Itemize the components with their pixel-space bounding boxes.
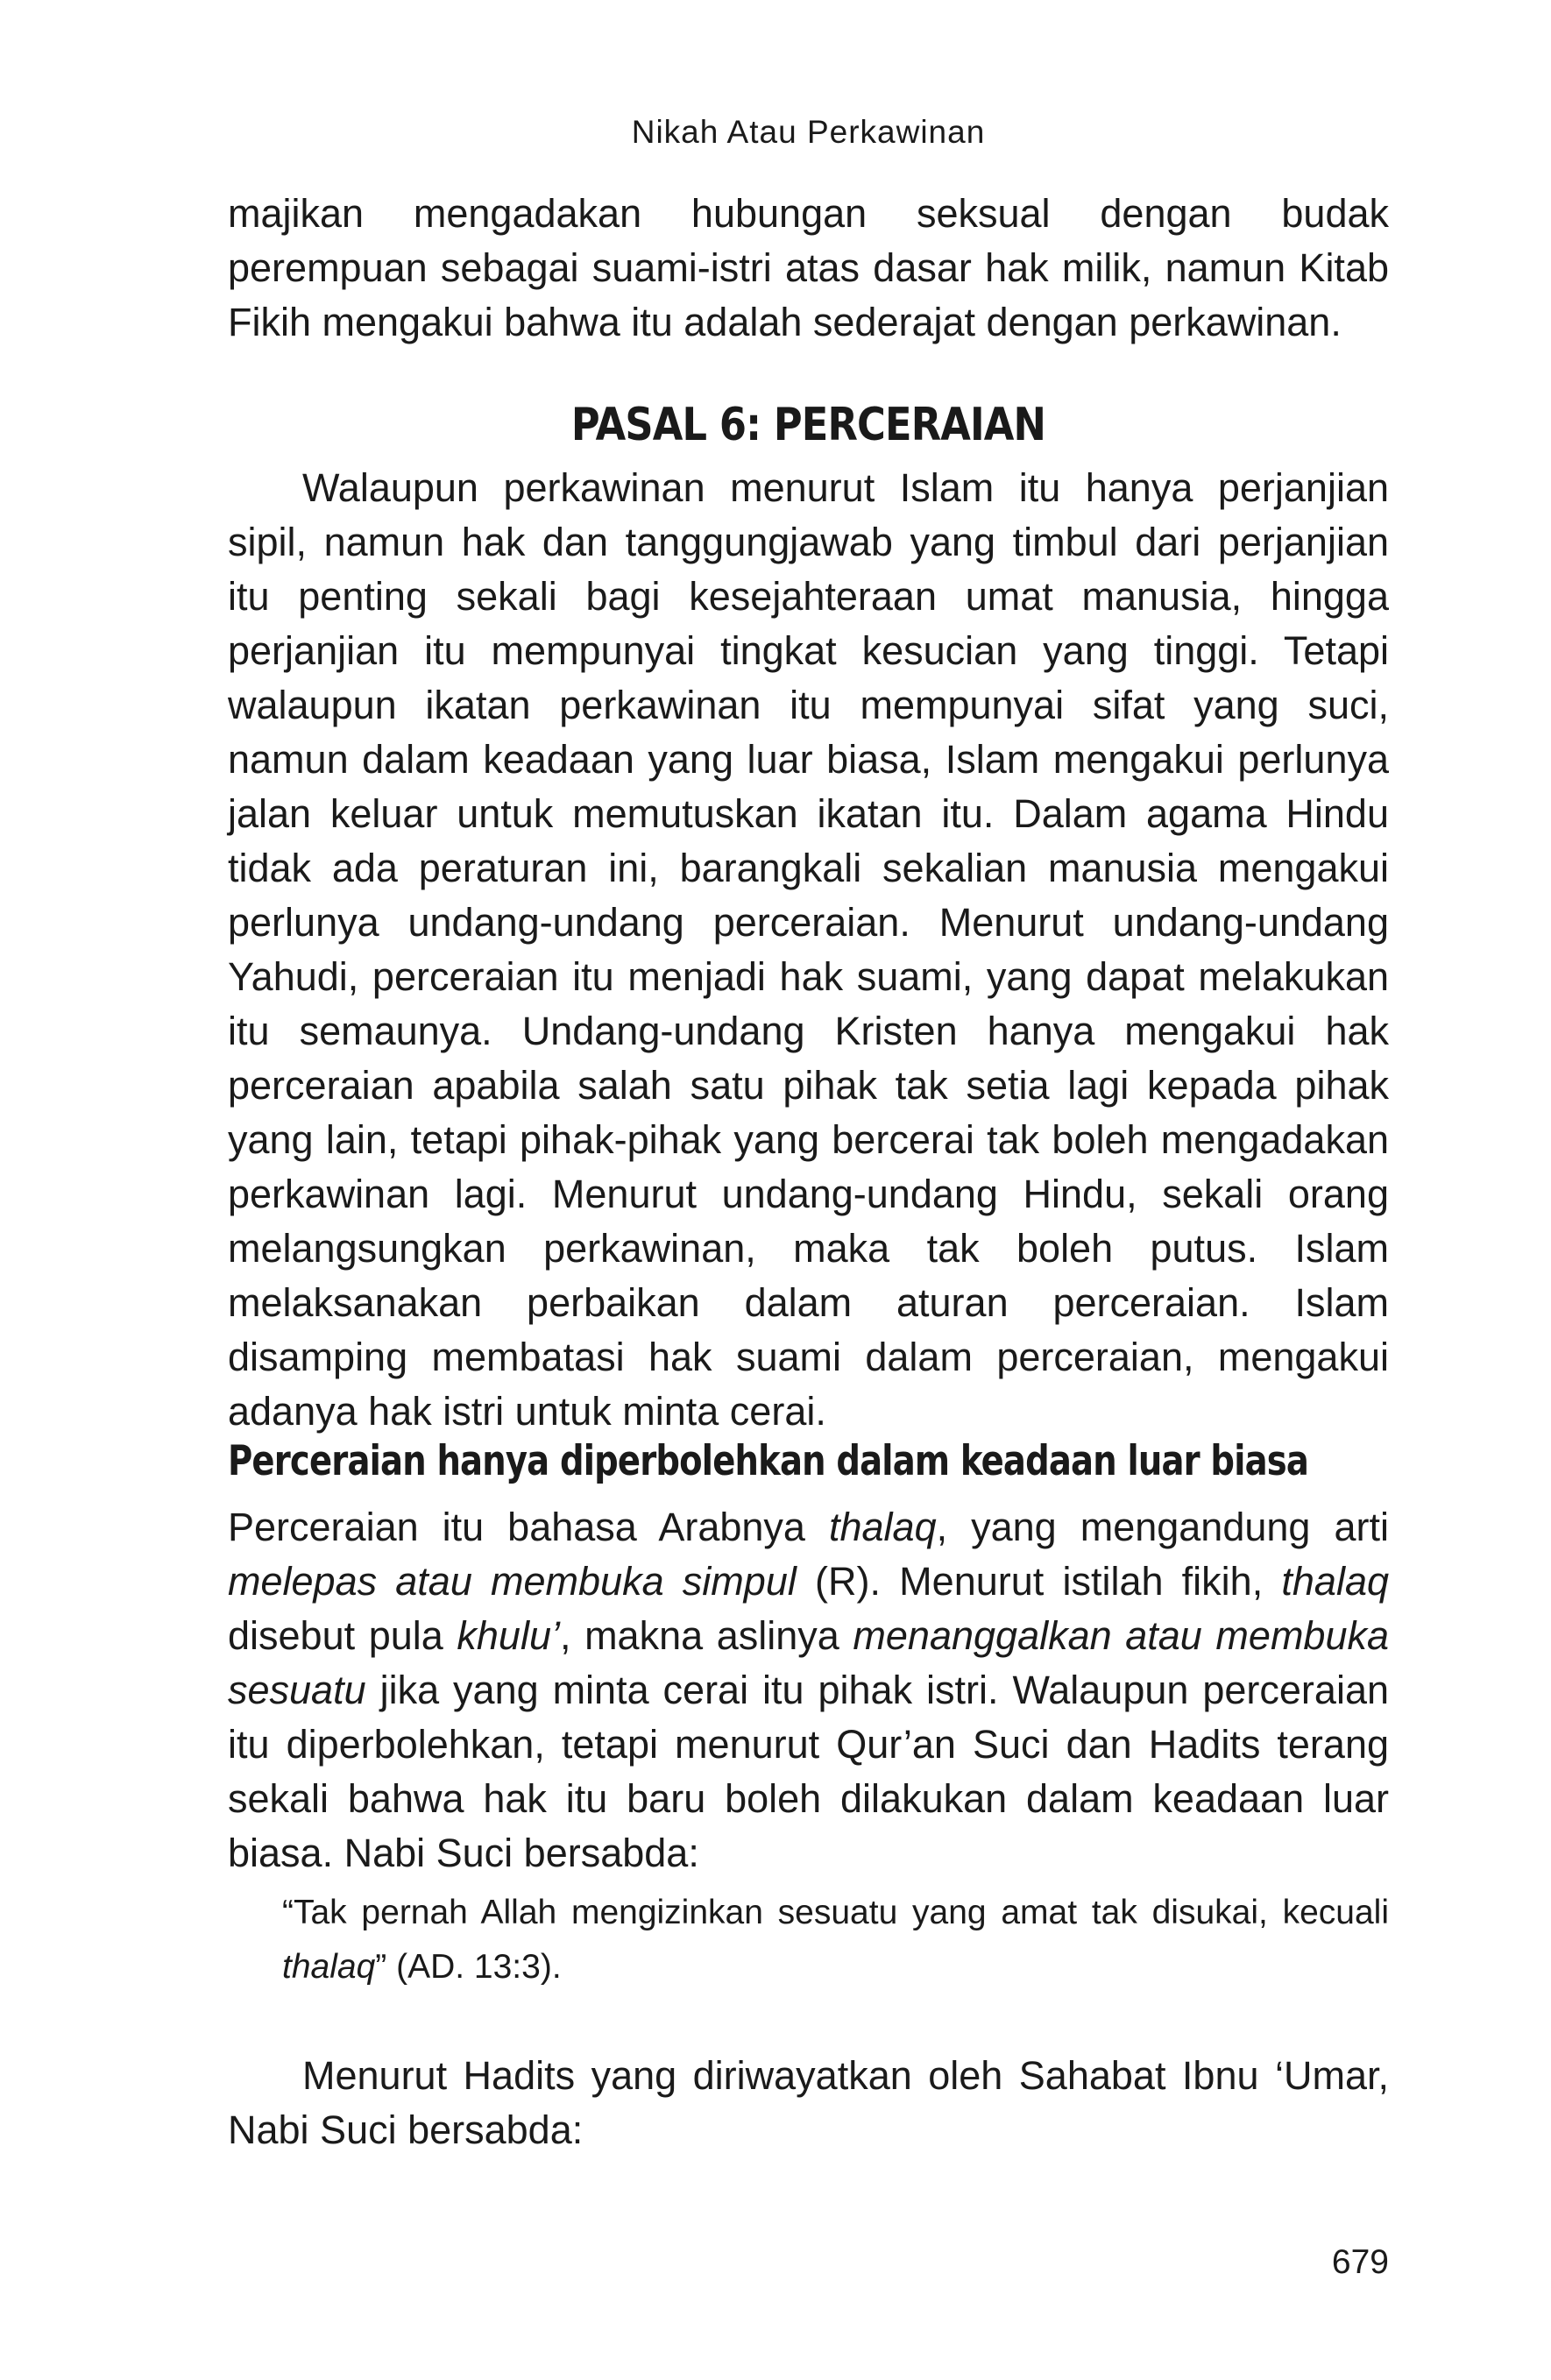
italic-term: thalaq xyxy=(1281,1559,1390,1604)
chapter-paragraph: Walaupun perkawinan menurut Islam itu hanya perjanjian sipil, namun hak dan tanggungjawab yang timbul dari perjanjian itu penting sekali bagi kesejahteraan umat manusia, hingga perjanjian itu mempunyai tingkat kesucian yang tinggi. Tetapi walaupun ikatan perkawinan itu mempunyai sifat yang suci, namun dalam keadaan yang luar biasa, Islam mengakui perlunya jalan keluar untuk memutuskan ikatan itu. Dalam agama Hindu tidak ada peraturan ini, barangkali sekalian manusia mengakui perlunya undang-undang perceraian. Menurut undang-undang Yahudi, perceraian itu menjadi hak suami, yang dapat melakukan itu semaunya. Undang-undang Kristen hanya mengakui hak perceraian apabila salah satu pihak tak setia lagi kepada pihak yang lain, tetapi pihak-pihak yang bercerai tak boleh mengadakan perkawinan lagi. Menurut undang-undang Hindu, sekali orang melangsungkan perkawinan, maka tak boleh putus. Islam melaksanakan perbaikan dalam aturan perceraian. Islam disamping membatasi hak suami dalam perceraian, mengakui adanya hak istri untuk minta cerai. xyxy=(228,465,1389,1434)
italic-term: khulu’ xyxy=(457,1613,560,1658)
intro-paragraph: majikan mengadakan hubungan seksual dengan budak perempuan sebagai suami-istri atas dasar hak milik, namun Kitab Fikih mengakui bahwa itu adalah sederajat dengan perkawinan. xyxy=(228,191,1389,344)
text-run: (R). Menurut istilah fikih, xyxy=(796,1559,1282,1604)
italic-term: menanggalkan atau membuka sesuatu xyxy=(228,1613,1390,1712)
text-run: , yang mengandung arti xyxy=(936,1505,1389,1549)
text-run: “Tak pernah Allah mengizinkan sesuatu yang amat tak disukai, kecuali xyxy=(282,1894,1389,1931)
book-page xyxy=(228,0,1389,2380)
italic-term: melepas atau membuka simpul xyxy=(228,1559,797,1604)
italic-term: thalaq xyxy=(828,1505,937,1549)
text-run: disebut pula xyxy=(228,1613,457,1658)
running-header: Nikah Atau Perkawinan xyxy=(631,114,986,150)
text-run: ” (AD. 13:3). xyxy=(375,1948,562,1986)
page-number: 679 xyxy=(1331,2243,1389,2281)
text-run: jika yang minta cerai itu pihak istri. Walaupun perceraian itu diperbolehkan, tetapi menurut Qur’an Suci dan Hadits terang sekali bahwa hak itu baru boleh dilakukan dalam keadaan luar biasa. Nabi Suci bersabda: xyxy=(228,1668,1389,1875)
chapter-title: PASAL 6: PERCERAIAN xyxy=(570,399,1046,451)
hadith-quote xyxy=(282,1886,1389,1994)
text-run: , makna aslinya xyxy=(559,1613,853,1658)
section-heading: Perceraian hanya diperbolehkan dalam keadaan luar biasa xyxy=(228,1437,1309,1485)
italic-term: thalaq xyxy=(282,1948,376,1986)
section-paragraph xyxy=(228,1500,1389,1881)
closing-paragraph: Menurut Hadits yang diriwayatkan oleh Sahabat Ibnu ‘Umar, Nabi Suci bersabda: xyxy=(228,2053,1389,2152)
text-run: Perceraian itu bahasa Arabnya xyxy=(228,1505,829,1549)
